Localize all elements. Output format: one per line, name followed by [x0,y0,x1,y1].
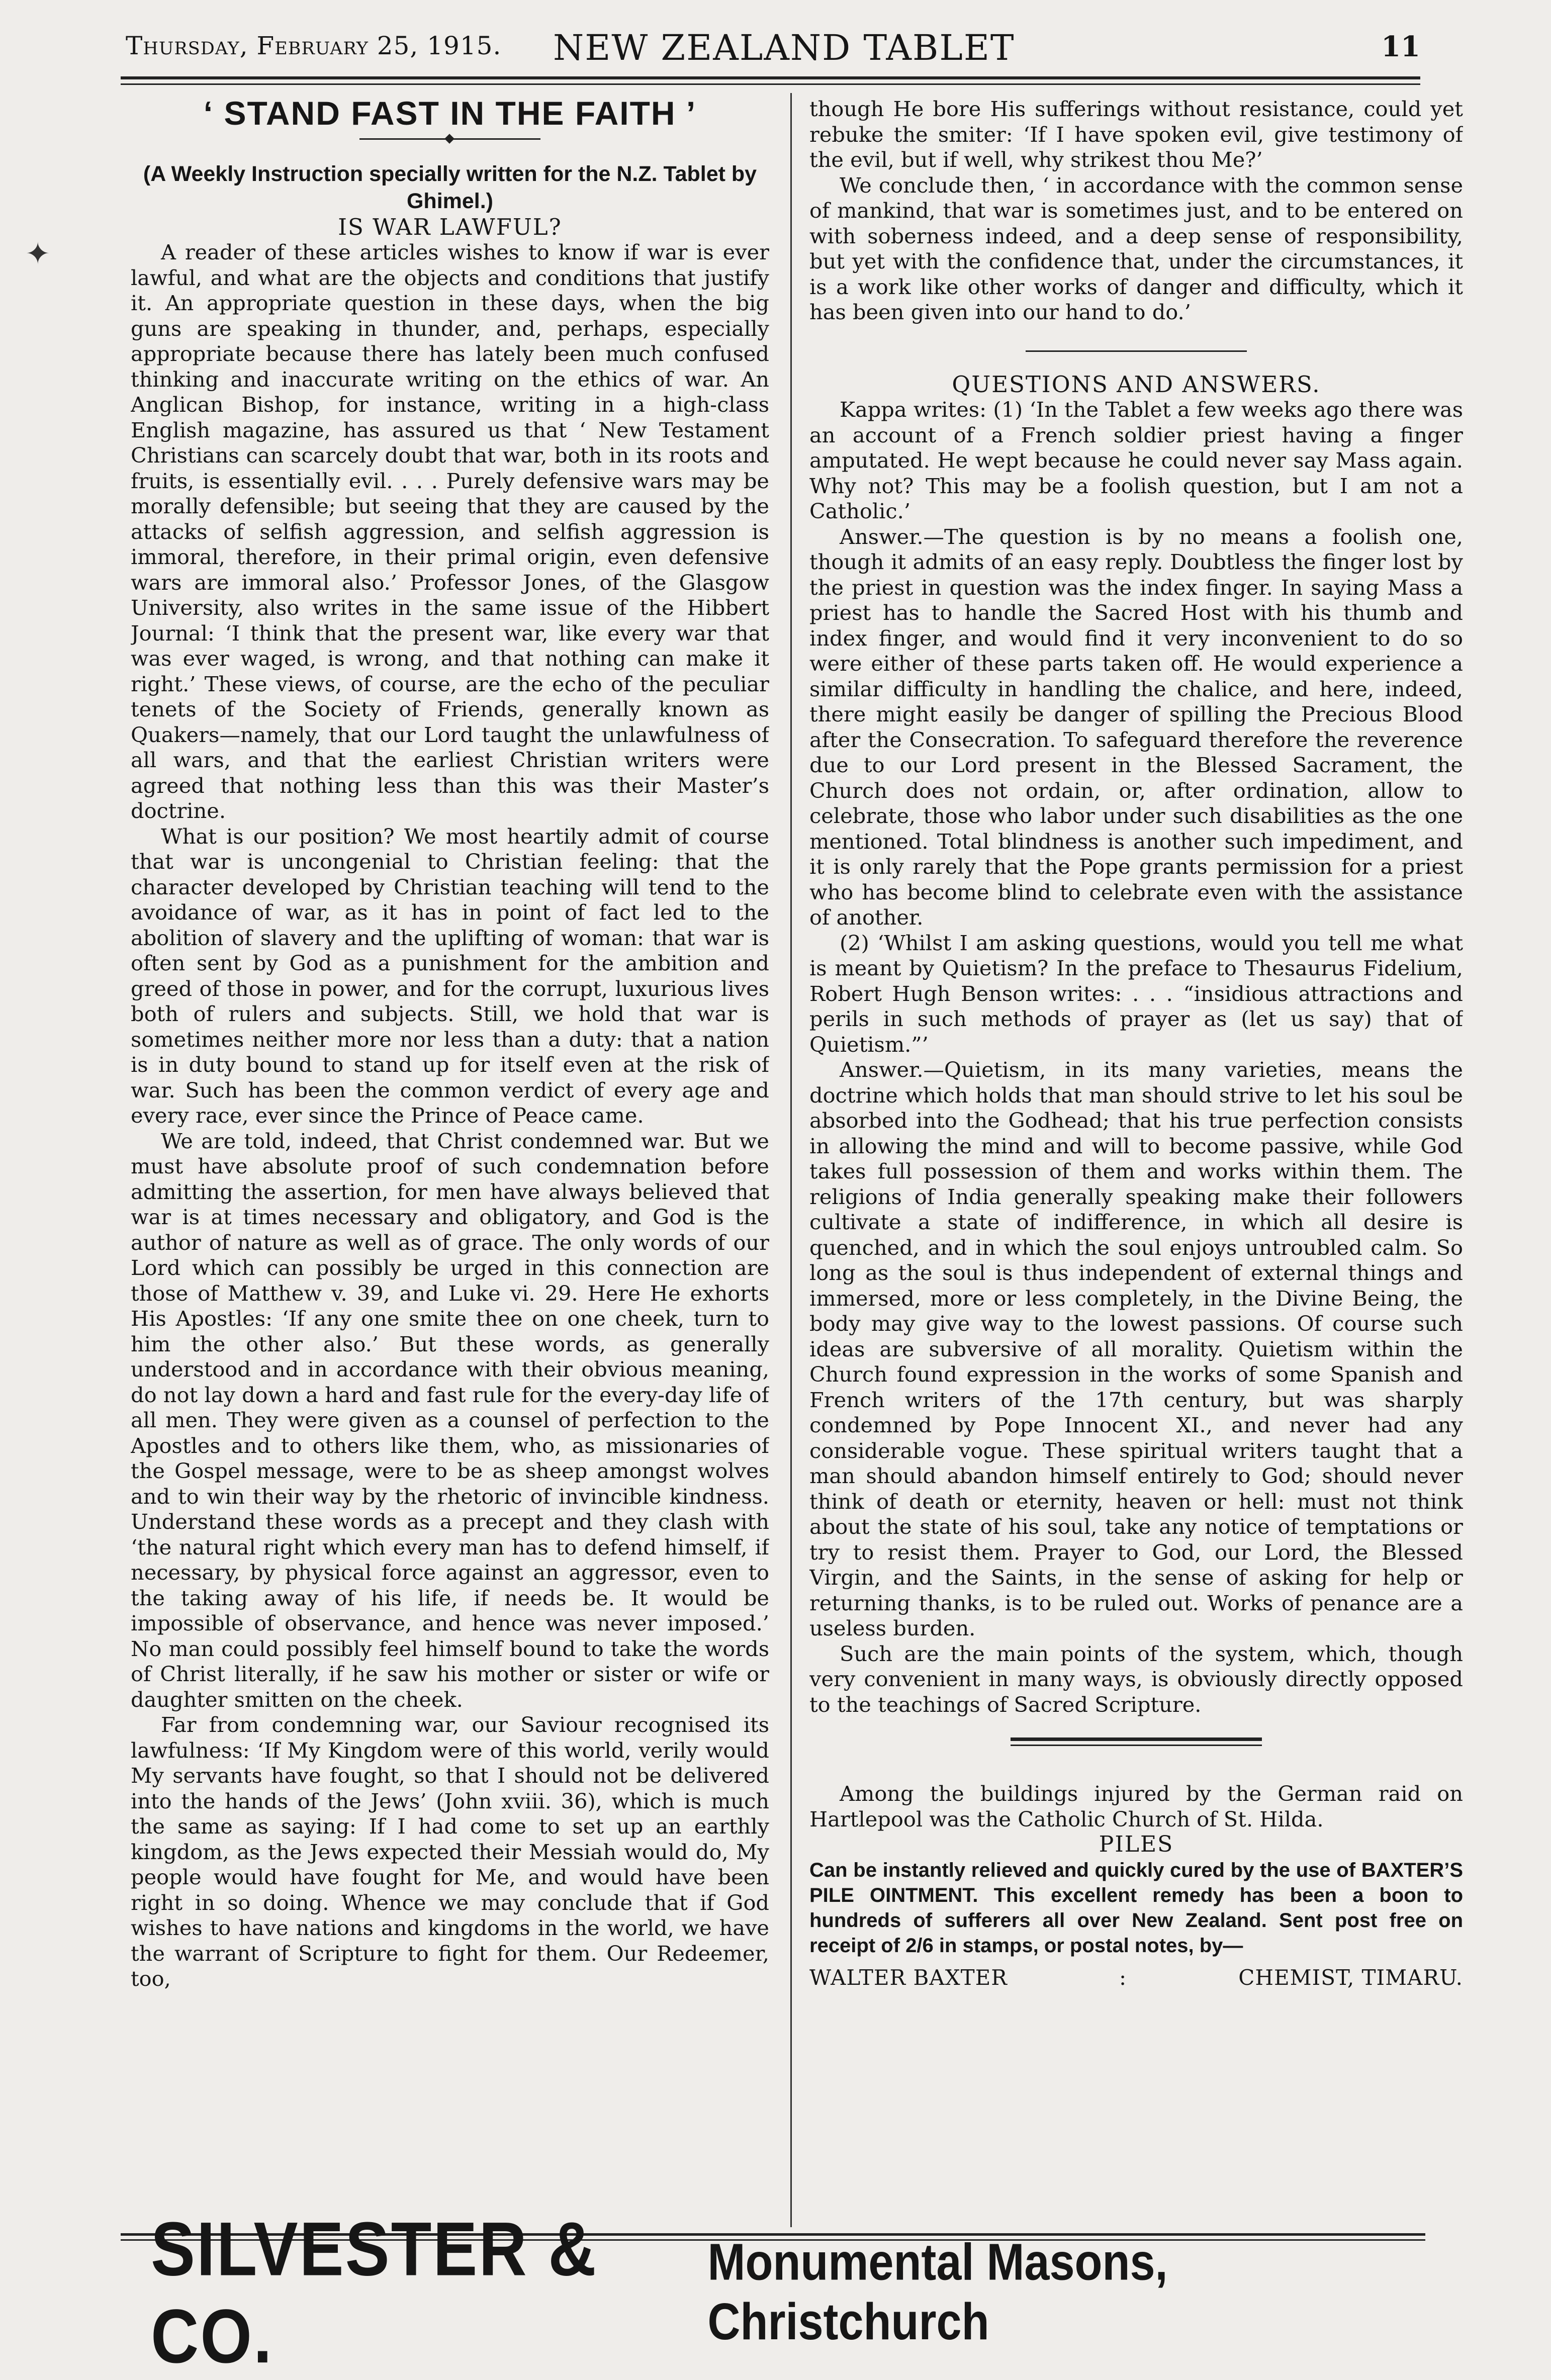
issue-date: Thursday, February 25, 1915. [126,31,502,60]
double-rule [1011,1737,1262,1746]
article-title: ‘ STAND FAST IN THE FAITH ’ [203,101,697,132]
article-paragraph: We are told, indeed, that Christ condemned war. But we must have absolute proof of such condemnation before admitting the assertion, for men have always believed that war is at times necessary and obligatory, and God is the author of nature as well as of grace. The only words of our Lord which can possibly be urged in this connection are those of Matthew v. 39, and Luke vi. 29. Here He exhorts His Apostles: ‘If any one smite thee on one cheek, turn to him the other also.’ But these words, as generally understood and in accordance with their obvious meaning, do not lay down a hard and fast rule for the every-day life of all men. They were given as a counsel of perfection to the Apostles and to others like them, who, as missionaries of the Gospel message, were to be as sheep amongst wolves and to win their way by the rhetoric of invincible kindness. Understand these words as a precept and they clash with ‘the natural right which every man has to defend himself, if necessary, by physical force against an aggressor, even to the taking away of his life, if needs be. It would be impossible of observance, and hence was never imposed.’ No man could possibly feel himself bound to take the words of Christ literally, if he saw his mother or sister or wife or daughter smitten on the cheek. [131,1128,769,1712]
article-continuation: We conclude then, ‘ in accordance with the common sense of mankind, that war is sometimes just, and to be entered on with soberness indeed, and a deep sense of responsibility, but yet with the confidence that, under the circumstances, it is a work like other works of danger and difficulty, which it has been given into our hand to do.’ [809,172,1463,324]
article-paragraph: Far from condemning war, our Saviour recognised its lawfulness: ‘If My Kingdom were of this world, verily would My servants have fought, so that I should not be delivered into the hands of the Jews’ (John xviii. 36), which is much the same as saying: If I had come to set up an earthly kingdom, as the Jews expected their Messiah would do, My people would have fought for Me, and would have been right in so doing. Whence we may conclude that if God wishes to have nations and kingdoms in the world, we have the warrant of Scripture to fight for them. Our Redeemer, too, [131,1712,769,1991]
page-header [121,26,1420,71]
header-rule [121,76,1420,79]
article-paragraph: What is our position? We most heartily admit of course that war is uncongenial to Christian feeling: that the character developed by Christian teaching will tend to the avoidance of war, as it has in point of fact led to the abolition of slavery and the uplifting of woman: that war is often sent by God as a punishment for the ambition and greed of those in power, and for the corrupt, luxurious lives both of rulers and subjects. Still, we hold that war is sometimes neither more nor less than a duty: that a nation is in duty bound to stand up for itself even at the risk of war. Such has been the common verdict of every age and every race, ever since the Prince of Peace came. [131,823,769,1128]
qa-paragraph: Such are the main points of the system, which, though very convenient in many ways, is obviously directly opposed to the teachings of Sacred Scripture. [809,1641,1463,1717]
paper-title: NEW ZEALAND TABLET [553,27,1015,68]
column-divider [790,93,792,2227]
ornamental-rule [359,135,540,142]
qa-paragraph: (2) ‘Whilst I am asking questions, would you tell me what is meant by Quietism? In the preface to Thesaurus Fidelium, Robert Hugh Benson writes: . . . “insidious attractions and perils in such methods of prayer as (let us say) that of Quietism.”’ [809,930,1463,1057]
hartlepool-notice: Among the buildings injured by the German raid on Hartlepool was the Catholic Church of St. Hilda. [809,1781,1463,1832]
section-rule [1026,350,1247,352]
qa-paragraph: Answer.—Quietism, in its many varieties, means the doctrine which holds that man should strive to let his soul be absorbed into the Godhead; that his true perfection consists in allowing the mind and will to become passive, while God takes full possession of them and works within them. The religions of India generally speaking make their followers cultivate a state of indifference, in which all desire is quenched, and in which the soul enjoys untroubled calm. So long as the soul is thus independent of external things and immersed, more or less completely, in the Divine Being, the body may give way to the lowest passions. Of course such ideas are subversive of all morality. Quietism within the Church found expression in the works of some Spanish and French writers of the 17th century, but was sharply condemned by Pope Innocent XI., and never had any considerable vogue. These spiritual writers taught that a man should abandon himself entirely to God; should never think of death or eternity, heaven or hell: must not think about the state of his soul, take any notice of temptations or try to resist them. Prayer to God, our Lord, the Blessed Virgin, and the Saints, in the sense of asking for help or returning thanks, is to be ruled out. Works of penance are a useless burden. [809,1057,1463,1640]
piles-signature [809,1965,1463,1991]
piles-ad-body: Can be instantly relieved and quickly cured by the use of BAXTER’S PILE OINTMENT. This excellent remedy has been a boon to hundreds of sufferers all over New Zealand. Sent post free on receipt of 2/6 in stamps, or postal notes, by— [809,1859,1463,1957]
advertiser-tagline: Monumental Masons, Christchurch [707,2233,1168,2351]
advertiser-place: CHEMIST, TIMARU. [1238,1965,1463,1990]
signature-separator: : [1119,1965,1127,1990]
article-continuation: though He bore His sufferings without resistance, could yet rebuke the smiter: ‘If I have spoken evil, give testimony of the evil, but if well, why strikest thou Me?’ [809,97,1463,172]
qa-paragraph: Kappa writes: (1) ‘In the Tablet a few weeks ago there was an account of a French soldier priest having a finger amputated. He wept because he could never say Mass again. Why not? This may be a foolish question, but I am not a Catholic.’ [809,397,1463,523]
header-rule-thin [121,83,1420,85]
article-subtitle: (A Weekly Instruction specially written for the N.Z. Tablet by Ghimel.) [143,161,757,213]
advertiser-brand: SILVESTER & CO. [151,2206,598,2379]
right-column [809,97,1463,2213]
left-column [131,101,769,2217]
qa-heading: QUESTIONS AND ANSWERS. [952,371,1321,398]
margin-mark-icon: ✦ [25,236,51,271]
footer-advertisement [151,2206,1420,2379]
piles-heading: PILES [1099,1832,1174,1857]
advertiser-name: WALTER BAXTER [809,1965,1008,1990]
qa-paragraph: Answer.—The question is by no means a foolish one, though it admits of an easy reply. Doubtless the finger lost by the priest in question was the index finger. In saying Mass a priest has to handle the Sacred Host with his thumb and index finger, and would find it very inconvenient to do so were either of these parts taken off. He would experience a similar difficulty in handling the chalice, and here, indeed, there might easily be danger of spilling the Precious Blood after the Consecration. To safeguard therefore the reverence due to our Lord present in the Blessed Sacrament, the Church does not ordain, or, after ordination, allow to celebrate, those who labor under such disabilities as the one mentioned. Total blindness is another such impediment, and it is only rarely that the Pope grants permission for a priest who has become blind to celebrate even with the assistance of another. [809,524,1463,930]
article-paragraph: A reader of these articles wishes to know if war is ever lawful, and what are the objects and conditions that justify it. An appropriate question in these days, when the big guns are speaking in thunder, and, perhaps, especially appropriate because there has lately been much confused thinking and inaccurate writing on the ethics of war. An Anglican Bishop, for instance, writing in a high-class English magazine, has assured us that ‘ New Testament Christians can scarcely doubt that war, both in its roots and fruits, is essentially evil. . . . Purely defensive wars may be morally defensible; but seeing that they are caused by the attacks of selfish aggression, and selfish aggression is immoral, therefore, in their primal origin, even defensive wars are immoral also.’ Professor Jones, of the Glasgow University, also writes in the same issue of the Hibbert Journal: ‘I think that the present war, like every war that was ever waged, is wrong, and that nothing can make it right.’ These views, of course, are the echo of the peculiar tenets of the Society of Friends, generally known as Quakers—namely, that our Lord taught the unlawfulness of all wars, and that the earliest Christian writers were agreed that nothing less than this was their Master’s doctrine. [131,240,769,823]
page-number: 11 [1381,30,1420,63]
section-heading: IS WAR LAWFUL? [338,213,562,240]
